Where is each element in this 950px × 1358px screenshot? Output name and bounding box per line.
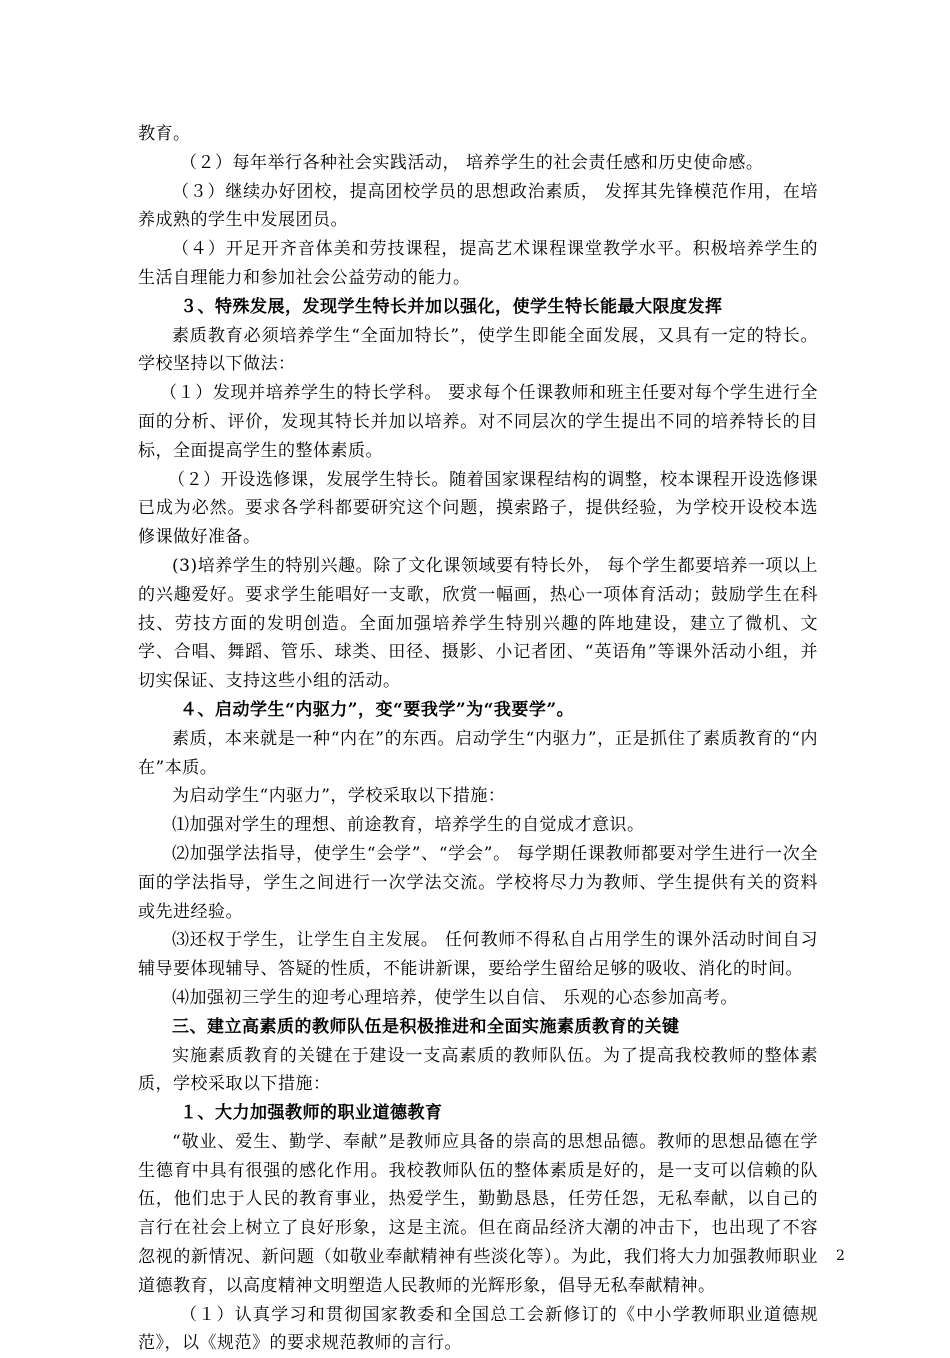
paragraph-ethics-body: “敬业、爱生、勤学、奉献”是教师应具备的崇高的思想品德。教师的思想品德在学生德育中具有很强的感化作用。我校教师队伍的整体素质是好的，是一支可以信赖的队伍，他们忠于人民的教育事业，热爱学生，勤勤恳恳，任劳任怨，无私奉献，以自己的言行在社会上树立了良好形象，这是主流。但在商品经济大潮的冲击下，也出现了不容忽视的新情况、新问题（如敬业奉献精神有些淡化等）。为此，我们将大力加强教师职业道德教育，以高度精神文明塑造人民教师的光辉形象，倡导无私奉献精神。 <box>138 1131 818 1296</box>
heading-section-3-teachers: 三、建立高素质的教师队伍是积极推进和全面实施素质教育的关键 <box>172 1016 680 1037</box>
paragraph-ethics-item-1: （１）认真学习和贯彻国家教委和全国总工会新修订的《中小学教师职业道德规范》，以《规范》的要求规范教师的言行。 <box>138 1304 818 1354</box>
paragraph-item-3-league-school: （３）继续办好团校，提高团校学员的思想政治素质， 发挥其先锋模范作用，在培养成熟的学生中发展团员。 <box>138 181 818 231</box>
paragraph-teacher-quality: 实施素质教育的关键在于建设一支高素质的教师队伍。为了提高我校教师的整体素质，学校采取以下措施： <box>138 1045 818 1095</box>
heading-4-inner-drive: ４、启动学生“内驱力”，变“要我学”为“我要学”。 <box>180 699 575 720</box>
paragraph-item-2-social-practice: （２）每年举行各种社会实践活动， 培养学生的社会责任感和历史使命感。 <box>180 152 764 173</box>
paragraph-item-4-arts-labor: （４）开足开齐音体美和劳技课程，提高艺术课程课堂教学水平。积极培养学生的生活自理能力和参加社会公益劳动的能力。 <box>138 239 818 288</box>
paragraph-measure-4: ⑷加强初三学生的迎考心理培养，使学生以自信、 乐观的心态参加高考。 <box>172 987 738 1008</box>
heading-3-special-development: ３、特殊发展，发现学生特长并加以强化，使学生特长能最大限度发挥 <box>180 296 723 317</box>
paragraph-measure-1: ⑴加强对学生的理想、前途教育，培养学生的自觉成才意识。 <box>172 815 645 836</box>
paragraph-measures-intro: 为启动学生“内驱力”，学校采取以下措施： <box>172 786 506 807</box>
paragraph-continuation: 教育。 <box>138 124 191 144</box>
paragraph-item-2-electives: （２）开设选修课，发展学生特长。随着国家课程结构的调整，校本课程开设选修课已成为必然。要求各学科都要研究这个问题，摸索路子，提供经验，为学校开设校本选修课做好准备。 <box>138 469 818 548</box>
paragraph-item-3-interests: (3)培养学生的特别兴趣。除了文化课领域要有特长外， 每个学生都要培养一项以上的兴趣爱好。要求学生能唱好一支歌，欣赏一幅画，热心一项体育活动；鼓励学生在科技、劳技方面的发明创造。全面加强培养学生特别兴趣的阵地建设，建立了微机、文学、合唱、舞蹈、管乐、球类、田径、摄影、小记者团、“英语角”等课外活动小组，并切实保证、支持这些小组的活动。 <box>138 555 818 692</box>
paragraph-item-1-discover-talent: （１）发现并培养学生的特长学科。 要求每个任课教师和班主任要对每个学生进行全面的分析、评价，发现其特长并加以培养。对不同层次的学生提出不同的培养特长的目标，全面提高学生的整体素质。 <box>138 383 818 461</box>
paragraph-inner-quality: 素质，本来就是一种“内在”的东西。启动学生“内驱力”，正是抓住了素质教育的“内在”本质。 <box>138 728 818 778</box>
paragraph-measure-3: ⑶还权于学生，让学生自主发展。 任何教师不得私自占用学生的课外活动时间自习辅导要体现辅导、答疑的性质，不能讲新课，要给学生留给足够的吸收、消化的时间。 <box>138 930 818 980</box>
paragraph-all-round-specialty: 素质教育必须培养学生“全面加特长”，使学生即能全面发展，又具有一定的特长。 学校坚持以下做法： <box>138 325 818 375</box>
heading-1-professional-ethics: １、大力加强教师的职业道德教育 <box>180 1103 443 1124</box>
page-number: 2 <box>836 1248 845 1264</box>
document-body <box>138 120 818 1358</box>
paragraph-measure-2: ⑵加强学法指导，使学生“会学”、“学会”。 每学期任课教师都要对学生进行一次全面的学法指导，学生之间进行一次学法交流。学校将尽力为教师、学生提供有关的资料或先进经验。 <box>138 843 818 922</box>
